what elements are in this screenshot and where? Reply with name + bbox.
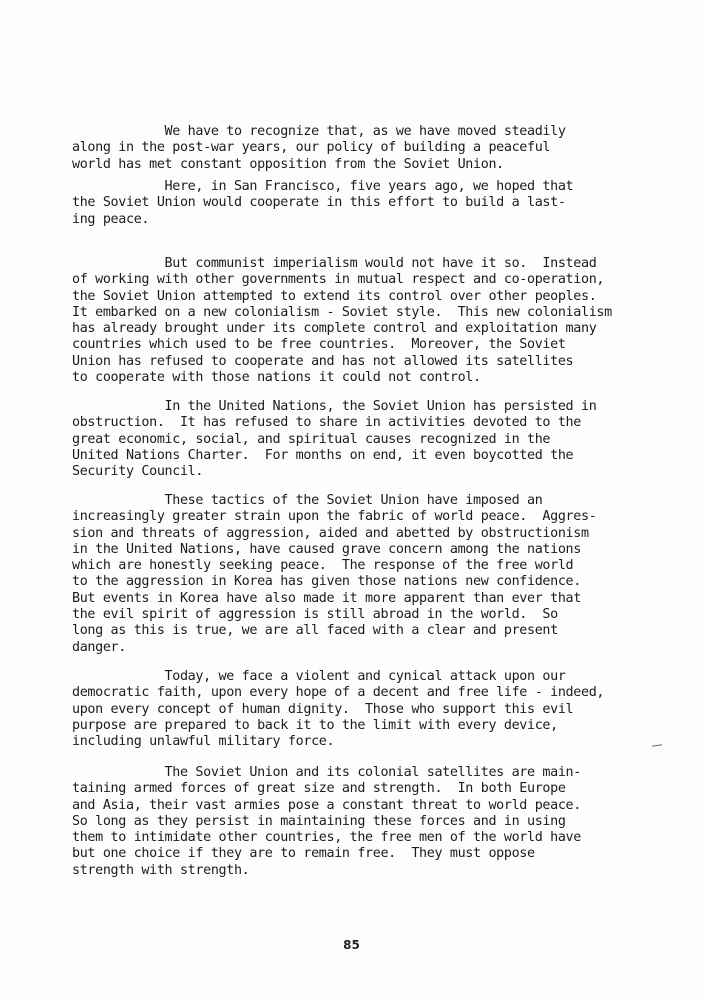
text-line: Union has refused to cooperate and has not allowed its satellites	[72, 353, 574, 369]
text-line: but one choice if they are to remain free. They must oppose	[72, 846, 535, 862]
text-line: These tactics of the Soviet Union have imposed an	[72, 493, 543, 508]
text-line: purpose are prepared to back it to the limit with every device,	[72, 717, 558, 733]
paragraph	[72, 256, 612, 386]
text-line: countries which used to be free countries. Moreover, the Soviet	[72, 337, 566, 353]
text-line: Today, we face a violent and cynical attack upon our	[72, 669, 566, 684]
text-line: democratic faith, upon every hope of a decent and free life - indeed,	[72, 685, 605, 701]
text-line: It embarked on a new colonialism - Soviet style. This new colonialism	[72, 304, 612, 320]
text-line: including unlawful military force.	[72, 734, 335, 750]
text-line: the Soviet Union would cooperate in this effort to build a last-	[72, 195, 566, 211]
paragraph	[72, 179, 573, 228]
text-line: upon every concept of human dignity. Those who support this evil	[72, 701, 574, 717]
text-line: ing peace.	[72, 211, 150, 227]
paragraph	[72, 493, 596, 656]
text-line: obstruction. It has refused to share in activities devoted to the	[72, 415, 581, 431]
text-line: great economic, social, and spiritual causes recognized in the	[72, 431, 551, 447]
paragraph	[72, 399, 596, 480]
paragraph	[72, 669, 604, 750]
text-line: sion and threats of aggression, aided and abetted by obstructionism	[72, 525, 589, 541]
text-line: We have to recognize that, as we have moved steadily	[72, 124, 566, 139]
text-line: Security Council.	[72, 464, 204, 480]
text-line: danger.	[72, 639, 126, 655]
text-line: and Asia, their vast armies pose a constant threat to world peace.	[72, 797, 581, 813]
text-line: to the aggression in Korea has given those nations new confidence.	[72, 574, 581, 590]
paragraph	[72, 124, 566, 173]
margin-mark	[652, 744, 662, 746]
text-line: strength with strength.	[72, 862, 250, 878]
text-line: them to intimidate other countries, the free men of the world have	[72, 830, 581, 846]
text-line: has already brought under its complete control and exploitation many	[72, 321, 597, 337]
text-line: increasingly greater strain upon the fabric of world peace. Aggres-	[72, 509, 597, 525]
text-line: world has met constant opposition from the Soviet Union.	[72, 156, 504, 172]
text-line: But events in Korea have also made it more apparent than ever that	[72, 590, 581, 606]
text-line: which are honestly seeking peace. The response of the free world	[72, 558, 574, 574]
text-line: But communist imperialism would not have it so. Instead	[72, 256, 597, 271]
text-line: to cooperate with those nations it could not control.	[72, 370, 481, 386]
text-line: in the United Nations, have caused grave concern among the nations	[72, 541, 581, 557]
text-line: the evil spirit of aggression is still abroad in the world. So	[72, 607, 558, 623]
text-line: Here, in San Francisco, five years ago, we hoped that	[72, 179, 574, 194]
text-line: of working with other governments in mutual respect and co-operation,	[72, 272, 605, 288]
text-line: So long as they persist in maintaining these forces and in using	[72, 813, 566, 829]
paragraph	[72, 765, 581, 879]
text-line: the Soviet Union attempted to extend its control over other peoples.	[72, 288, 597, 304]
text-line: In the United Nations, the Soviet Union has persisted in	[72, 399, 597, 414]
text-line: along in the post-war years, our policy of building a peaceful	[72, 140, 551, 156]
text-line: The Soviet Union and its colonial satellites are main-	[72, 765, 581, 780]
page-number: 85	[343, 938, 360, 952]
text-line: United Nations Charter. For months on end, it even boycotted the	[72, 447, 574, 463]
text-line: taining armed forces of great size and strength. In both Europe	[72, 781, 566, 797]
text-line: long as this is true, we are all faced with a clear and present	[72, 623, 558, 639]
